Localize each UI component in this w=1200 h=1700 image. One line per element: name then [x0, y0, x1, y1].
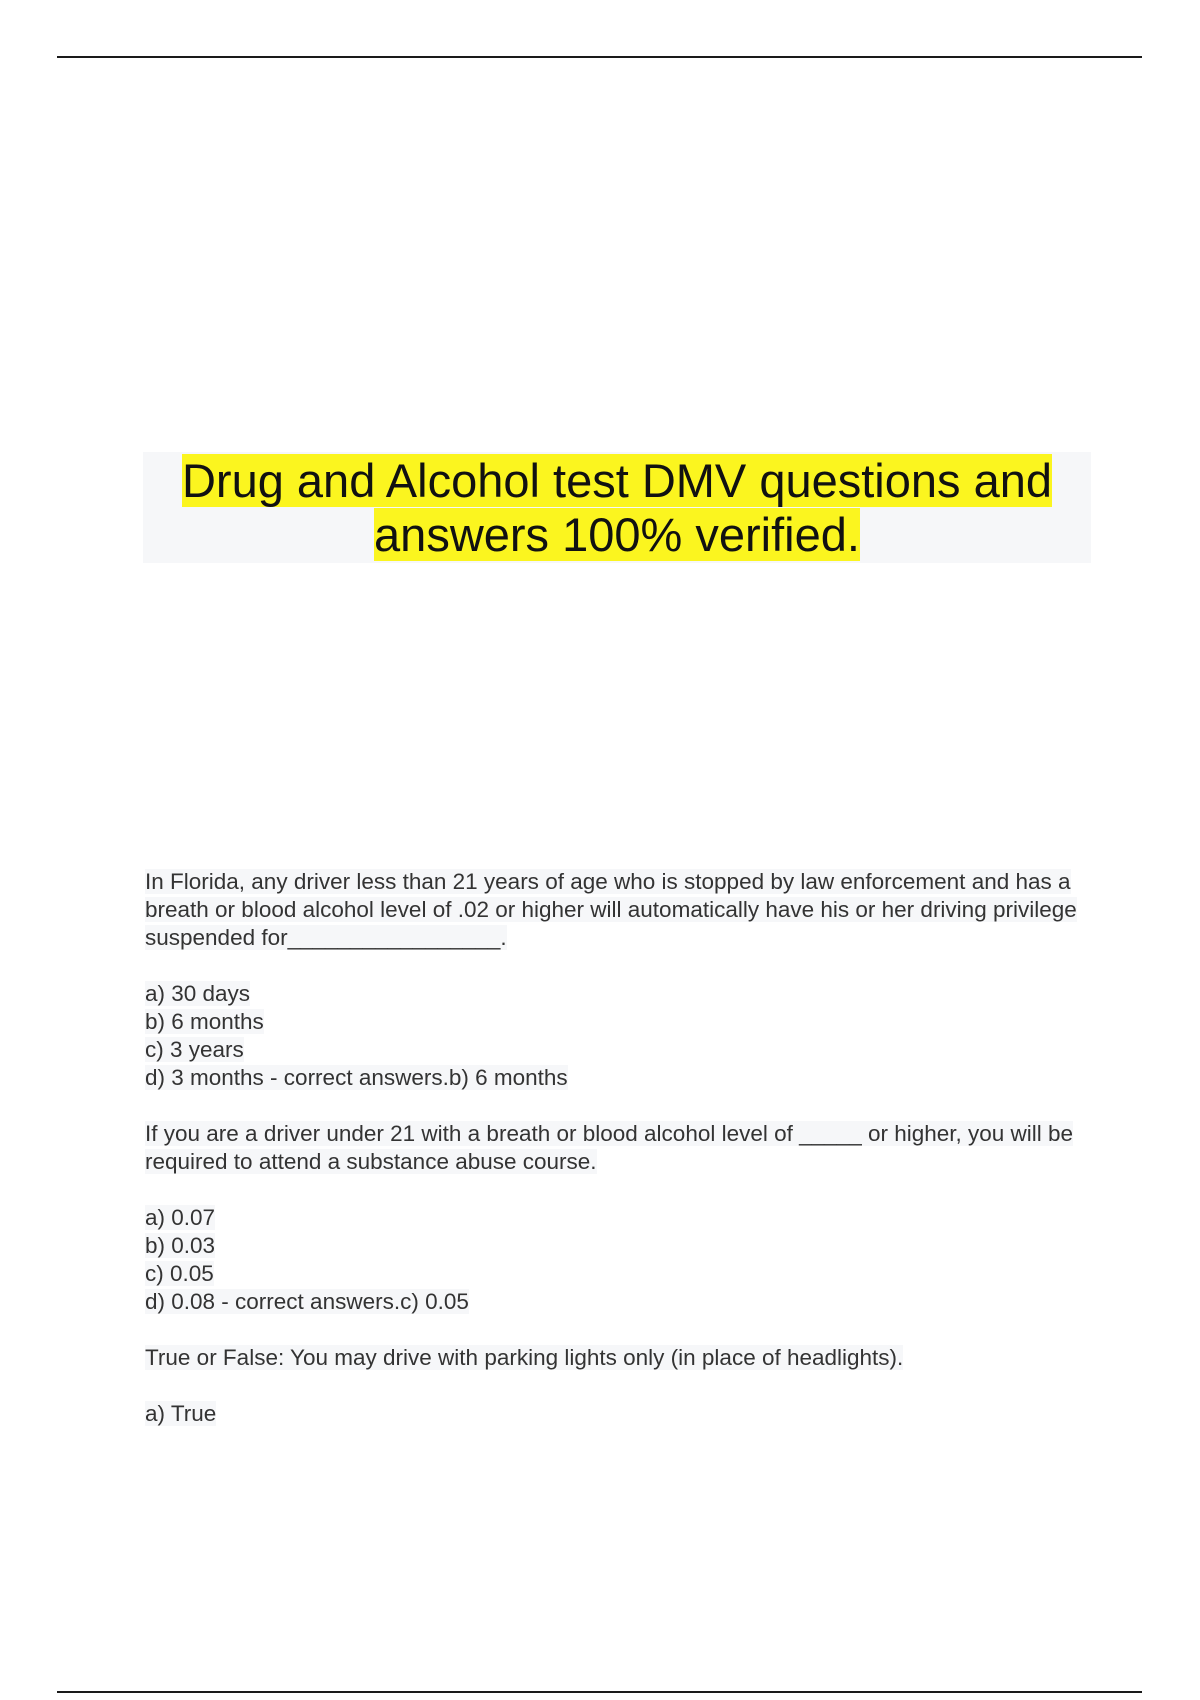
answer-option: b) 6 months: [145, 1009, 264, 1034]
top-divider: [57, 56, 1142, 58]
answer-options: [145, 980, 1085, 1092]
answer-option: a) True: [145, 1401, 217, 1426]
question-text: True or False: You may drive with parking lights only (in place of headlights).: [145, 1345, 904, 1370]
answer-option: a) 30 days: [145, 981, 251, 1006]
answer-option: b) 0.03: [145, 1233, 216, 1258]
answer-options: [145, 1204, 1085, 1316]
document-title-line-2: answers 100% verified.: [374, 508, 860, 561]
bottom-divider: [57, 1691, 1142, 1693]
document-title-line-1: Drug and Alcohol test DMV questions and: [181, 454, 1052, 507]
answer-option: c) 0.05: [145, 1261, 214, 1286]
answer-option: a) 0.07: [145, 1205, 216, 1230]
question-text: If you are a driver under 21 with a breath or blood alcohol level of _____ or higher, you will be required to attend a substance abuse course.: [145, 1121, 1074, 1174]
answer-option: c) 3 years: [145, 1037, 244, 1062]
answer-option: d) 0.08 - correct answers.c) 0.05: [145, 1289, 469, 1314]
question-item: [145, 1120, 1085, 1316]
answer-option: d) 3 months - correct answers.b) 6 months: [145, 1065, 568, 1090]
answer-options: [145, 1400, 1085, 1428]
document-title: [143, 452, 1091, 563]
question-item: [145, 1344, 1085, 1428]
question-list: [145, 868, 1085, 1456]
question-item: [145, 868, 1085, 1092]
question-text: In Florida, any driver less than 21 years of age who is stopped by law enforcement and has a breath or blood alcohol level of .02 or higher will automatically have his or her driving privilege suspended for_________________.: [145, 869, 1077, 950]
